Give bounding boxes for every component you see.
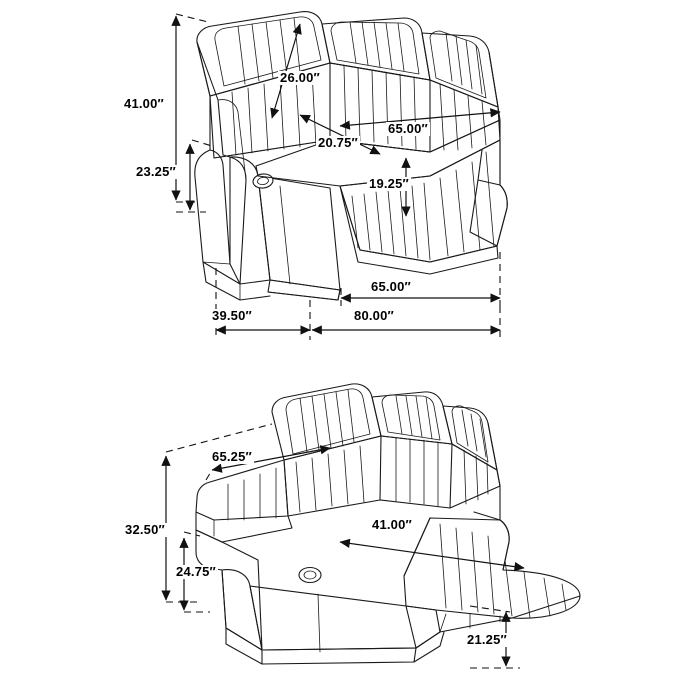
dimension-label-41-00-height: 41.00″	[124, 96, 164, 111]
dimension-label-26-00-back: 26.00″	[280, 70, 320, 85]
dimension-label-24-75-arm-height: 24.75″	[176, 564, 216, 579]
dimension-label-32-50-reclined-height: 32.50″	[125, 522, 165, 537]
dimension-label-23-25-arm-height: 23.25″	[136, 164, 176, 179]
dimension-label-65-25-reclined: 65.25″	[212, 449, 252, 464]
dimension-label-65-00-inner-width: 65.00″	[371, 279, 411, 294]
sofa-upright-illustration	[195, 12, 507, 300]
dimension-label-65-00-seat-width: 65.00″	[388, 121, 428, 136]
dimension-label-19-25-seat-height: 19.25″	[369, 176, 409, 191]
dimension-label-20-75-seat-depth: 20.75″	[318, 135, 358, 150]
dimension-label-21-25-footrest-height: 21.25″	[467, 632, 507, 647]
dimension-label-41-00-reclined-depth: 41.00″	[372, 517, 412, 532]
dimension-label-39-50-depth: 39.50″	[212, 308, 252, 323]
top-view-dimensions	[176, 14, 500, 340]
dimension-label-80-00-width: 80.00″	[354, 308, 394, 323]
